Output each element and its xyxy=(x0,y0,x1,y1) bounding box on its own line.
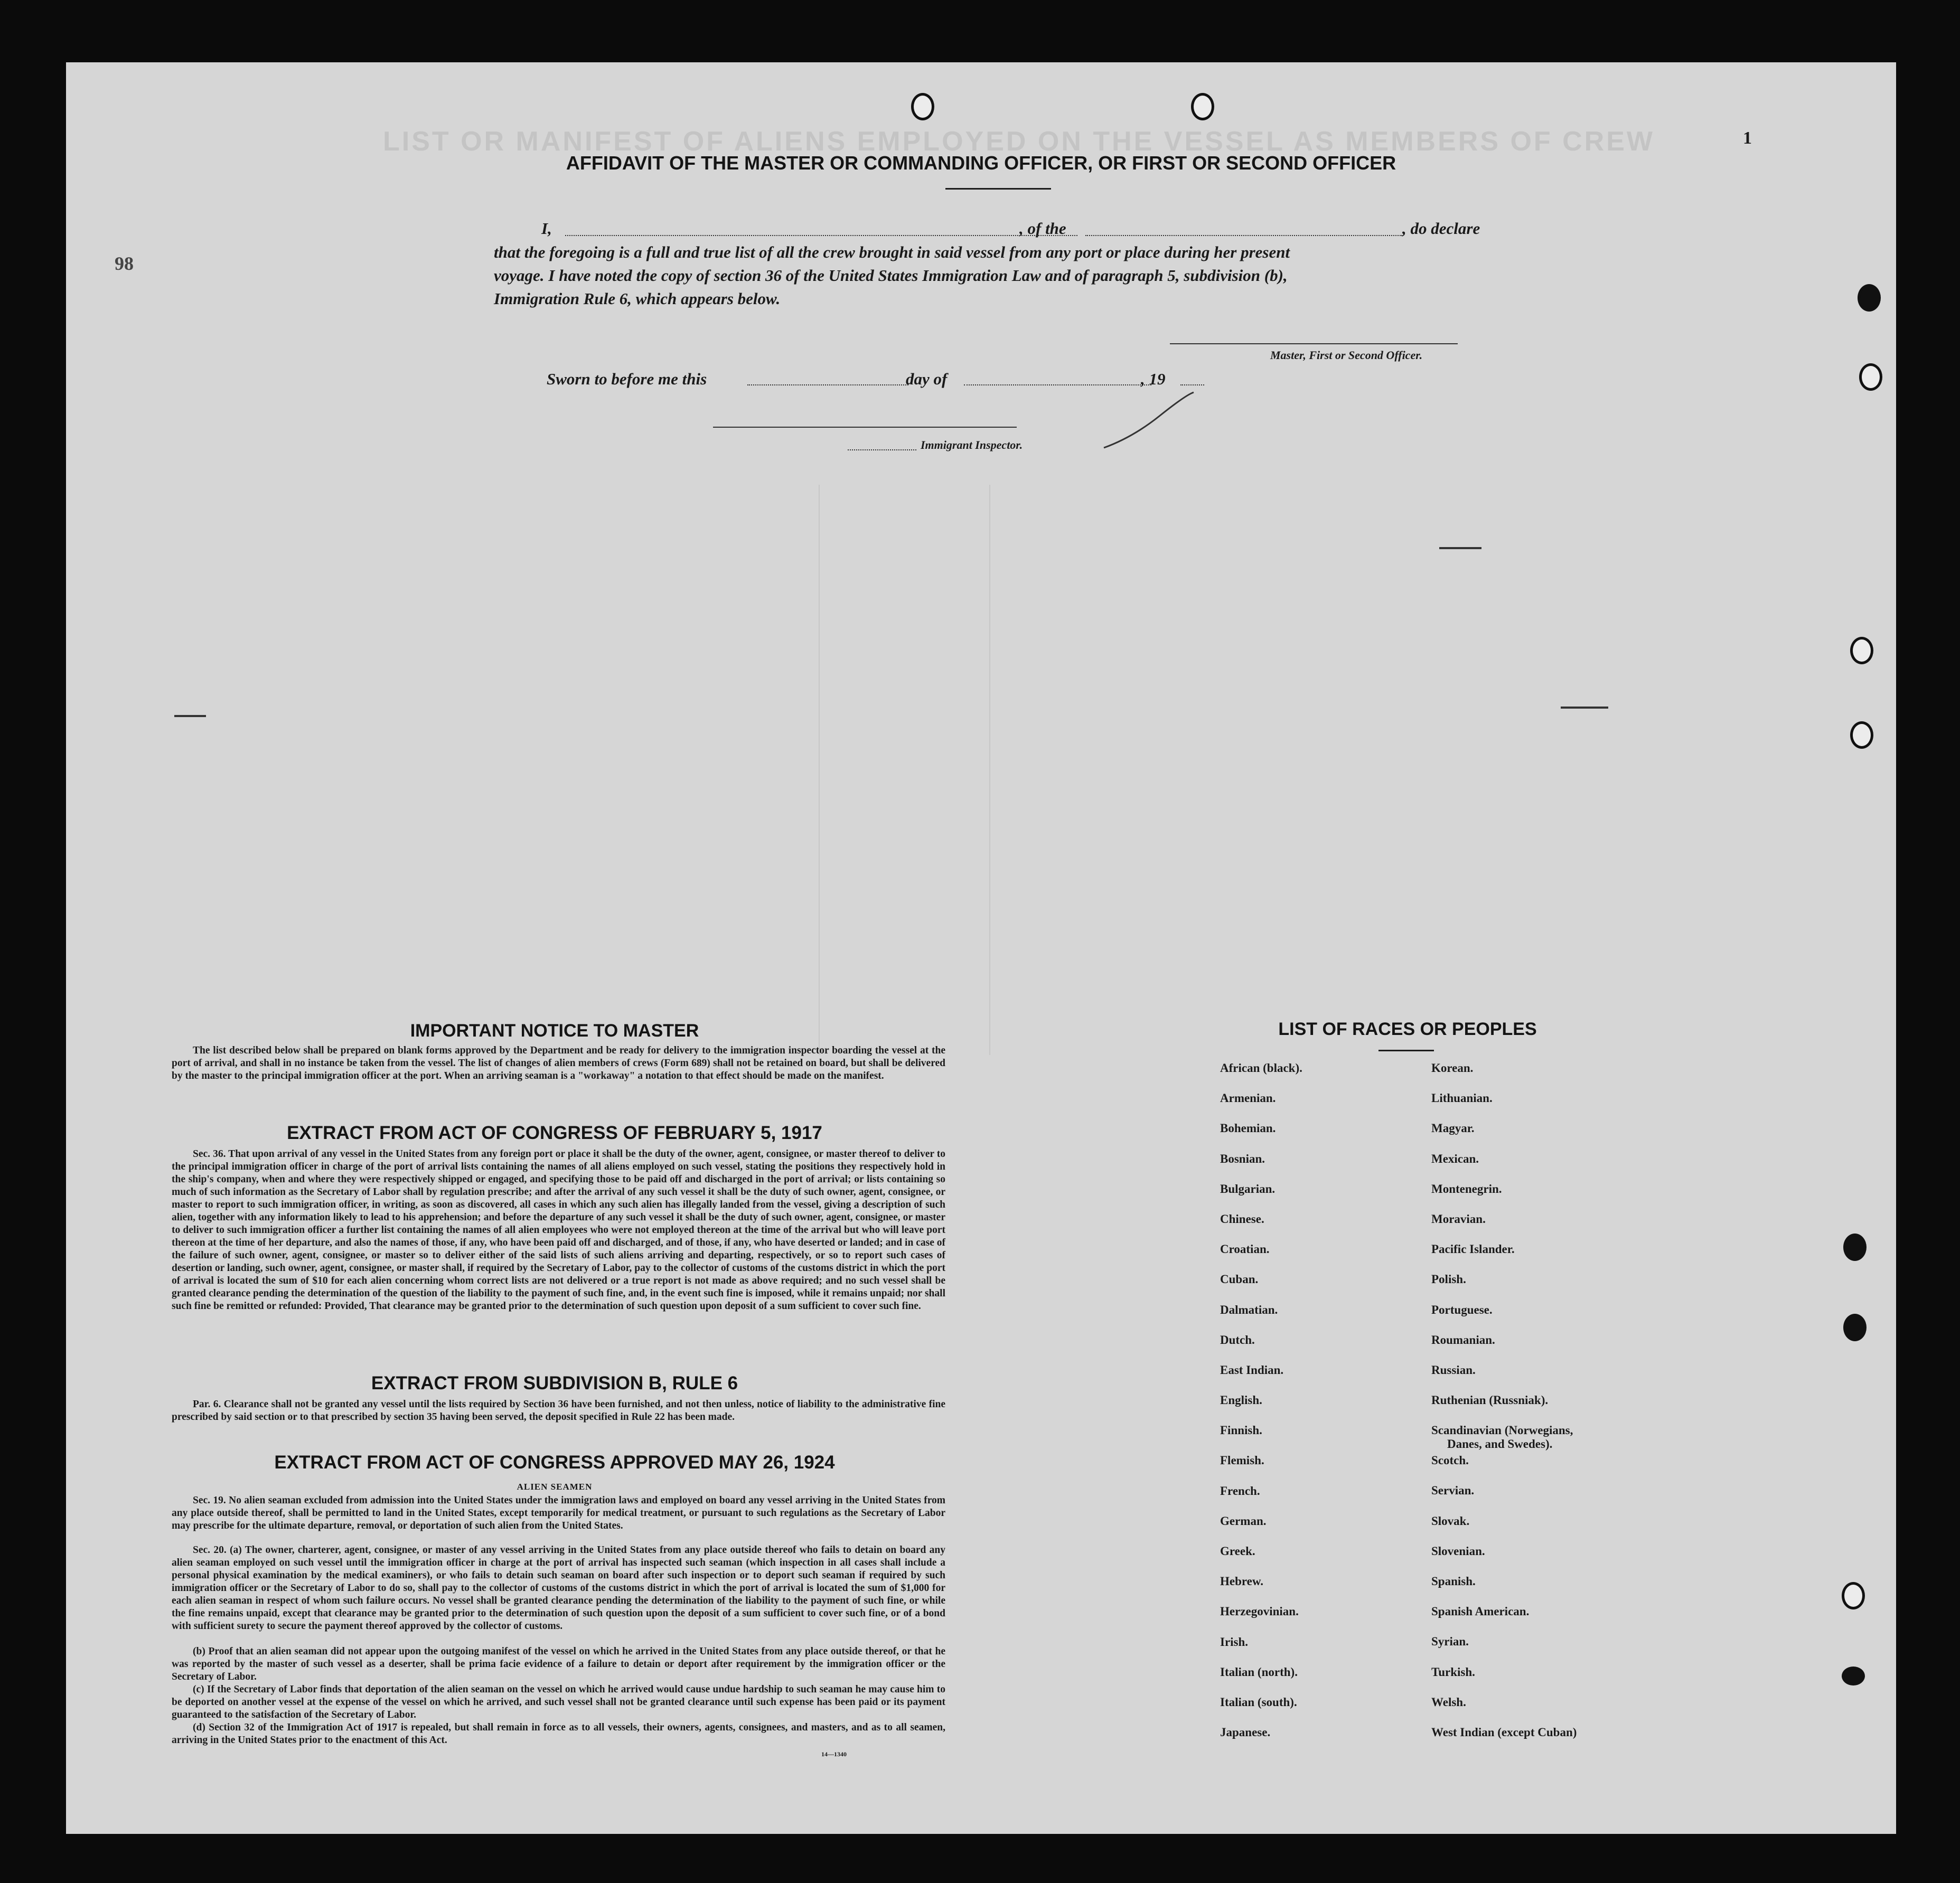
affidavit-line-2: that the foregoing is a full and true list of all the crew brought in said vessel from any port or place during her present xyxy=(494,243,1290,261)
races-left-column xyxy=(1220,1061,1302,1756)
race-item: German. xyxy=(1220,1514,1267,1528)
race-item: Scandinavian (Norwegians, xyxy=(1431,1424,1573,1437)
ink-mark xyxy=(174,715,206,717)
pen-stroke-icon xyxy=(1101,390,1196,453)
race-item: West Indian (except Cuban) xyxy=(1431,1725,1577,1739)
form-number: 14—1340 xyxy=(821,1750,847,1758)
punch-hole-icon xyxy=(1859,363,1882,391)
sworn-dayof: day of xyxy=(906,370,948,388)
race-item: Syrian. xyxy=(1431,1635,1469,1649)
punch-hole-icon xyxy=(1191,93,1214,120)
sworn-prefix: Sworn to before me this xyxy=(547,370,707,388)
master-label: Master, First or Second Officer. xyxy=(1270,349,1423,362)
race-item: Herzegovinian. xyxy=(1220,1605,1299,1618)
race-item: Armenian. xyxy=(1220,1091,1276,1105)
title-underline xyxy=(945,188,1051,190)
affidavit-line-i: I, xyxy=(541,219,552,238)
races-title-underline xyxy=(1378,1050,1434,1051)
race-item: Portuguese. xyxy=(1431,1303,1493,1316)
bleed-through-line xyxy=(989,485,990,1055)
race-item: Korean. xyxy=(1431,1061,1474,1075)
race-item: Croatian. xyxy=(1220,1242,1270,1256)
race-item: Dutch. xyxy=(1220,1333,1255,1347)
sworn-year: , 19 xyxy=(1141,370,1166,388)
punch-hole-icon xyxy=(1843,1314,1867,1341)
race-item: Dalmatian. xyxy=(1220,1303,1278,1316)
race-item: Mexican. xyxy=(1431,1152,1479,1165)
punch-hole-icon xyxy=(1850,721,1873,749)
punch-hole-icon xyxy=(911,93,934,120)
sec-20b-text: (b) Proof that an alien seaman did not appear upon the outgoing manifest of the vessel on which he arrived in the United States from any place outside thereof, or that he was reported by the master of such vessel as a deserter, shall be prima facie evidence of a failure to detain or deport after requirement by the immigration officer or the Secretary of Labor. xyxy=(172,1646,945,1682)
race-item: East Indian. xyxy=(1220,1363,1284,1377)
race-item: Montenegrin. xyxy=(1431,1182,1502,1195)
race-item: Irish. xyxy=(1220,1635,1249,1649)
races-right-column xyxy=(1431,1061,1577,1756)
affidavit-title: AFFIDAVIT OF THE MASTER OR COMMANDING OFFICER, OR FIRST OR SECOND OFFICER xyxy=(566,152,1396,174)
rule-6-title: EXTRACT FROM SUBDIVISION B, RULE 6 xyxy=(371,1373,738,1394)
race-item: Spanish American. xyxy=(1431,1605,1530,1618)
race-item: Italian (north). xyxy=(1220,1665,1298,1679)
punch-hole-icon xyxy=(1843,1234,1867,1261)
inspector-dots xyxy=(848,449,916,450)
bleed-through-header: LIST OR MANIFEST OF ALIENS EMPLOYED ON THE VESSEL AS MEMBERS OF CREW xyxy=(383,126,1655,157)
name-blank xyxy=(565,235,1077,236)
race-item: Turkish. xyxy=(1431,1665,1475,1679)
race-item: Moravian. xyxy=(1431,1212,1486,1226)
year-blank xyxy=(1180,384,1204,385)
race-item: Flemish. xyxy=(1220,1454,1264,1467)
race-item: Russian. xyxy=(1431,1363,1476,1377)
race-item: Slovak. xyxy=(1431,1514,1470,1528)
race-item: Greek. xyxy=(1220,1545,1255,1558)
race-item: Bohemian. xyxy=(1220,1122,1276,1135)
race-item: Polish. xyxy=(1431,1273,1466,1286)
race-item: Servian. xyxy=(1431,1484,1475,1498)
race-item: Cuban. xyxy=(1220,1273,1259,1286)
race-item: Bosnian. xyxy=(1220,1152,1265,1165)
affidavit-line-of: , of the xyxy=(1019,219,1066,238)
extract-1924-title: EXTRACT FROM ACT OF CONGRESS APPROVED MAY 26, 1924 xyxy=(274,1452,835,1473)
master-signature-line xyxy=(1170,343,1458,344)
race-item: Roumanian. xyxy=(1431,1333,1495,1347)
affidavit-line-declare: , do declare xyxy=(1402,219,1480,238)
ink-mark xyxy=(1561,707,1608,709)
race-item: African (black). xyxy=(1220,1061,1302,1075)
affidavit-line-3: voyage. I have noted the copy of section 36 of the United States Immigration Law and of paragraph 5, subdivision (b), xyxy=(494,266,1288,285)
race-item: Magyar. xyxy=(1431,1122,1475,1135)
race-item: Slovenian. xyxy=(1431,1544,1485,1558)
punch-hole-icon xyxy=(1842,1667,1865,1686)
race-item: Pacific Islander. xyxy=(1431,1242,1515,1256)
race-item: Japanese. xyxy=(1220,1726,1271,1739)
notice-title: IMPORTANT NOTICE TO MASTER xyxy=(410,1021,699,1041)
month-blank xyxy=(964,384,1151,385)
vessel-blank xyxy=(1085,235,1402,236)
page-number: 1 xyxy=(1743,128,1752,148)
race-item: English. xyxy=(1220,1394,1262,1407)
bleed-through-line xyxy=(819,485,820,1055)
sec-20d-text: (d) Section 32 of the Immigration Act of 1917 is repealed, but shall remain in force as to all vessels, their owners, agents, consignees, and masters, and as to all seamen, arriving in the United States prior to the enactment of this Act. xyxy=(172,1722,945,1746)
sec-20a-text: Sec. 20. (a) The owner, charterer, agent, consignee, or master of any vessel arriving in the United States from any place outside thereof who fails to detain on board any alien seaman employed on such vessel until the immigration officer in charge at the port of arrival has inspected such seaman (which inspection in all cases shall include a personal physical examination by the medical examiners), or who fails to detain such seaman on board after such inspection or to deport such seaman if required by such immigration officer or the Secretary of Labor to do so, shall pay to the collector of customs of the customs district in which the port of arrival is located the sum of $1,000 for each alien seaman in respect of whom such failure occurs. No vessel shall be granted clearance pending the determination of the liability to the payment of such fine, or while the fine remains unpaid, except that clearance may be granted prior to the determination of such question upon the deposit of a sum sufficient to cover such fine, or of a bond with sufficient surety to secure the payment thereof approved by the collector of customs. xyxy=(172,1545,945,1632)
ink-mark xyxy=(1439,547,1481,549)
punch-hole-icon xyxy=(1842,1582,1865,1609)
race-item: Spanish. xyxy=(1431,1575,1476,1588)
punch-hole-icon xyxy=(1850,637,1873,664)
race-item: Finnish. xyxy=(1220,1424,1262,1437)
notice-text: The list described below shall be prepared on blank forms approved by the Department and be ready for delivery to the immigration inspector boarding the vessel at the port of arrival, and shall in no instance be taken from the vessel. The list of changes of alien members of crews (Form 689) shall not be retained on board, but shall be delivered by the master to the principal immigration officer at the port. When an arriving seaman is a "workaway" a notation to that effect should be made on the manifest. xyxy=(172,1045,945,1081)
race-item: Welsh. xyxy=(1431,1695,1466,1709)
margin-number: 98 xyxy=(115,253,134,274)
alien-seamen-subtitle: ALIEN SEAMEN xyxy=(517,1482,593,1492)
race-item: Ruthenian (Russniak). xyxy=(1431,1394,1549,1407)
race-item: Lithuanian. xyxy=(1431,1091,1493,1105)
inspector-signature-line xyxy=(713,427,1017,428)
rule-6-text: Par. 6. Clearance shall not be granted any vessel until the lists required by Section 36 have been furnished, and not then unless, notice of liability to the administrative fine prescribed by said section or to that prescribed by section 35 having been served, the deposit specified in Rule 22 has been made. xyxy=(172,1399,945,1423)
extract-1917-text: Sec. 36. That upon arrival of any vessel in the United States from any foreign port or place it shall be the duty of the owner, agent, consignee, or master thereof to deliver to the principal immigration officer in charge of the port of arrival lists containing the names of all aliens employed on such vessel, stating the positions they respectively hold in the ship's company, when and where they were respectively shipped or engaged, and specifying those to be paid off and discharged in the port of arrival; or lists containing so much of such information as the Secretary of Labor shall by regulation prescribe; and after the arrival of any such vessel it shall be the duty of such owner, agent, consignee, or master to report to such immigration officer, in writing, as soon as discovered, all cases in which any such alien has illegally landed from the vessel, giving a description of such alien, together with any information likely to lead to his apprehension; and before the departure of any such vessel it shall be the duty of such owner, agent, consignee, or master to deliver to such immigration officer a further list containing the names of all alien employees who were not employed thereon at the time of the arrival but who will leave port thereon at the time of her departure, and also the names of those, if any, who have been paid off and discharged, and of those, if any, who have deserted or landed; and in case of the failure of such owner, agent, consignee, or master so to deliver either of the said lists of such aliens arriving and departing, respectively, or so to report such cases of desertion or landing, such owner, agent, consignee, or master shall, if required by the Secretary of Labor, pay to the collector of customs of the customs district in which the port of arrival is located the sum of $10 for each alien concerning whom correct lists are not delivered or a true report is not made as above required; and no such vessel shall be granted clearance pending the determination of the question of the liability to the payment of such fine, and, in the event such fine is imposed, while it remains unpaid; nor shall such fine be remitted or refunded: Provided, That clearance may be granted prior to the determination of such question upon deposit of a sum sufficient to cover such fine. xyxy=(172,1148,945,1312)
race-item: Hebrew. xyxy=(1220,1575,1263,1588)
race-item: Italian (south). xyxy=(1220,1695,1297,1709)
race-item: Bulgarian. xyxy=(1220,1182,1276,1195)
races-title: LIST OF RACES OR PEOPLES xyxy=(1278,1019,1537,1039)
document-sheet xyxy=(66,62,1896,1834)
extract-1917-title: EXTRACT FROM ACT OF CONGRESS OF FEBRUARY 5, 1917 xyxy=(287,1123,822,1143)
inspector-label: Immigrant Inspector. xyxy=(921,438,1023,451)
race-item: Scotch. xyxy=(1431,1454,1469,1467)
sec-20c-text: (c) If the Secretary of Labor finds that deportation of the alien seaman on the vessel on which he arrived would cause undue hardship to such seaman he may cause him to be deported on another vessel at the expense of the vessel on which he arrived, and such vessel shall not be granted clearance until such expense has been paid or its payment guaranteed to the satisfaction of the Secretary of Labor. xyxy=(172,1684,945,1720)
affidavit-line-4: Immigration Rule 6, which appears below. xyxy=(494,289,781,308)
race-item: Chinese. xyxy=(1220,1212,1264,1226)
punch-hole-icon xyxy=(1858,284,1881,312)
sec-19-text: Sec. 19. No alien seaman excluded from admission into the United States under the immigration laws and employed on board any vessel arriving in the United States from any place outside thereof, shall be permitted to land in the United States, except temporarily for medical treatment, or pursuant to such regulations as the Secretary of Labor may prescribe for the ultimate departure, removal, or deportation of such alien from the United States. xyxy=(172,1495,945,1531)
day-blank xyxy=(747,384,908,385)
race-item: Danes, and Swedes). xyxy=(1447,1437,1553,1451)
race-item: French. xyxy=(1220,1484,1260,1498)
